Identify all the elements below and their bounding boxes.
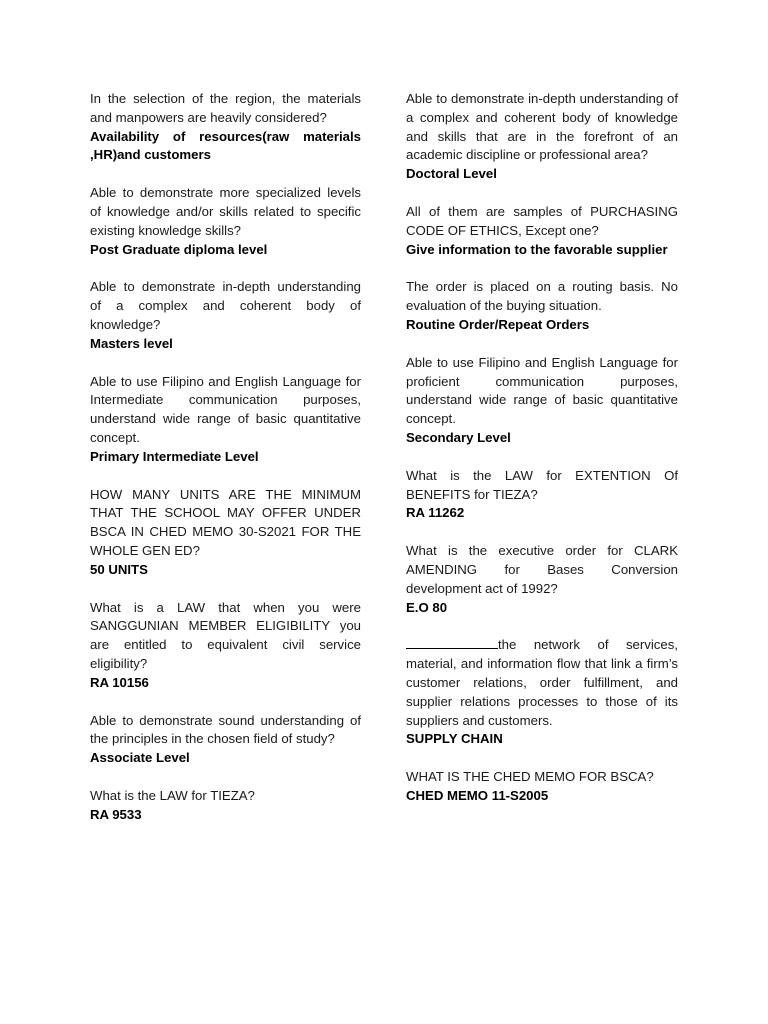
question-text: Able to demonstrate in-depth understanding of a complex and coherent body of knowledge? [90, 279, 361, 332]
question-text: What is a LAW that when you were SANGGUNIAN MEMBER ELIGIBILITY you are entitled to equivalent civil service eligibility? [90, 599, 361, 671]
question-text: All of them are samples of PURCHASING CODE OF ETHICS, Except one? [406, 203, 678, 238]
qa-item [406, 354, 678, 448]
qa-item [406, 203, 678, 259]
qa-item [406, 467, 678, 523]
fill-in-blank [406, 636, 498, 649]
qa-item [406, 90, 678, 184]
right-column [406, 90, 678, 825]
qa-item [406, 278, 678, 334]
answer-text: Post Graduate diploma level [90, 241, 268, 257]
answer-text: Associate Level [90, 750, 190, 766]
question-text: In the selection of the region, the materials and manpowers are heavily considered? [90, 91, 361, 125]
answer-text: Routine Order/Repeat Orders [406, 316, 590, 332]
question-text: Able to demonstrate in-depth understanding of a complex and coherent body of knowledge and skills that are in the forefront of an academic discipline or professional area? [406, 91, 678, 163]
question-text: What is the LAW for EXTENTION Of BENEFITS for TIEZA? [406, 467, 678, 502]
answer-text: Primary Intermediate Level [90, 448, 259, 464]
answer-text: RA 10156 [90, 674, 149, 690]
answer-text: Secondary Level [406, 429, 511, 445]
question-text: HOW MANY UNITS ARE THE MINIMUM THAT THE SCHOOL MAY OFFER UNDER BSCA IN CHED MEMO 30-S2021 FOR THE WHOLE GEN ED? [90, 486, 361, 558]
question-text-with-blank [406, 636, 678, 730]
question-text: Able to demonstrate more specialized levels of knowledge and/or skills related to specific existing knowledge skills? [90, 185, 361, 238]
question-text: What is the LAW for TIEZA? [90, 787, 255, 803]
answer-text: SUPPLY CHAIN [406, 731, 503, 747]
qa-item [90, 787, 361, 825]
qa-item [406, 768, 678, 806]
answer-text: Availability of resources(raw materials ,HR)and customers [90, 128, 361, 163]
answer-text: Give information to the favorable supplier [406, 241, 668, 257]
qa-item [90, 373, 361, 467]
answer-text: Doctoral Level [406, 166, 497, 182]
qa-item [90, 184, 361, 259]
answer-text: E.O 80 [406, 599, 448, 615]
question-text: Able to demonstrate sound understanding of the principles in the chosen field of study? [90, 712, 361, 747]
left-column [90, 90, 361, 844]
qa-item [90, 486, 361, 580]
question-text: the network of services, material, and information flow that link a firm’s customer relations, order fulfillment, and supplier relations processes to those of its suppliers and customers. [406, 637, 678, 728]
answer-text: CHED MEMO 11-S2005 [406, 787, 549, 803]
qa-item [90, 599, 361, 693]
question-text: What is the executive order for CLARK AMENDING for Bases Conversion development act of 1992? [406, 543, 678, 596]
qa-item [406, 636, 678, 749]
qa-item [90, 712, 361, 768]
answer-text: 50 UNITS [90, 561, 148, 577]
question-text: WHAT IS THE CHED MEMO FOR BSCA? [406, 769, 654, 785]
answer-text: Masters level [90, 335, 173, 351]
question-text: Able to use Filipino and English Language for Intermediate communication purposes, understand wide range of basic quantitative concept. [90, 373, 361, 445]
question-text: The order is placed on a routing basis. No evaluation of the buying situation. [406, 279, 678, 314]
qa-item [406, 542, 678, 617]
qa-item [90, 90, 361, 165]
question-text: Able to use Filipino and English Language for proficient communication purposes, understand wide range of basic quantitative concept. [406, 354, 678, 427]
qa-item [90, 278, 361, 353]
answer-text: RA 9533 [90, 806, 142, 822]
answer-text: RA 11262 [406, 505, 465, 521]
